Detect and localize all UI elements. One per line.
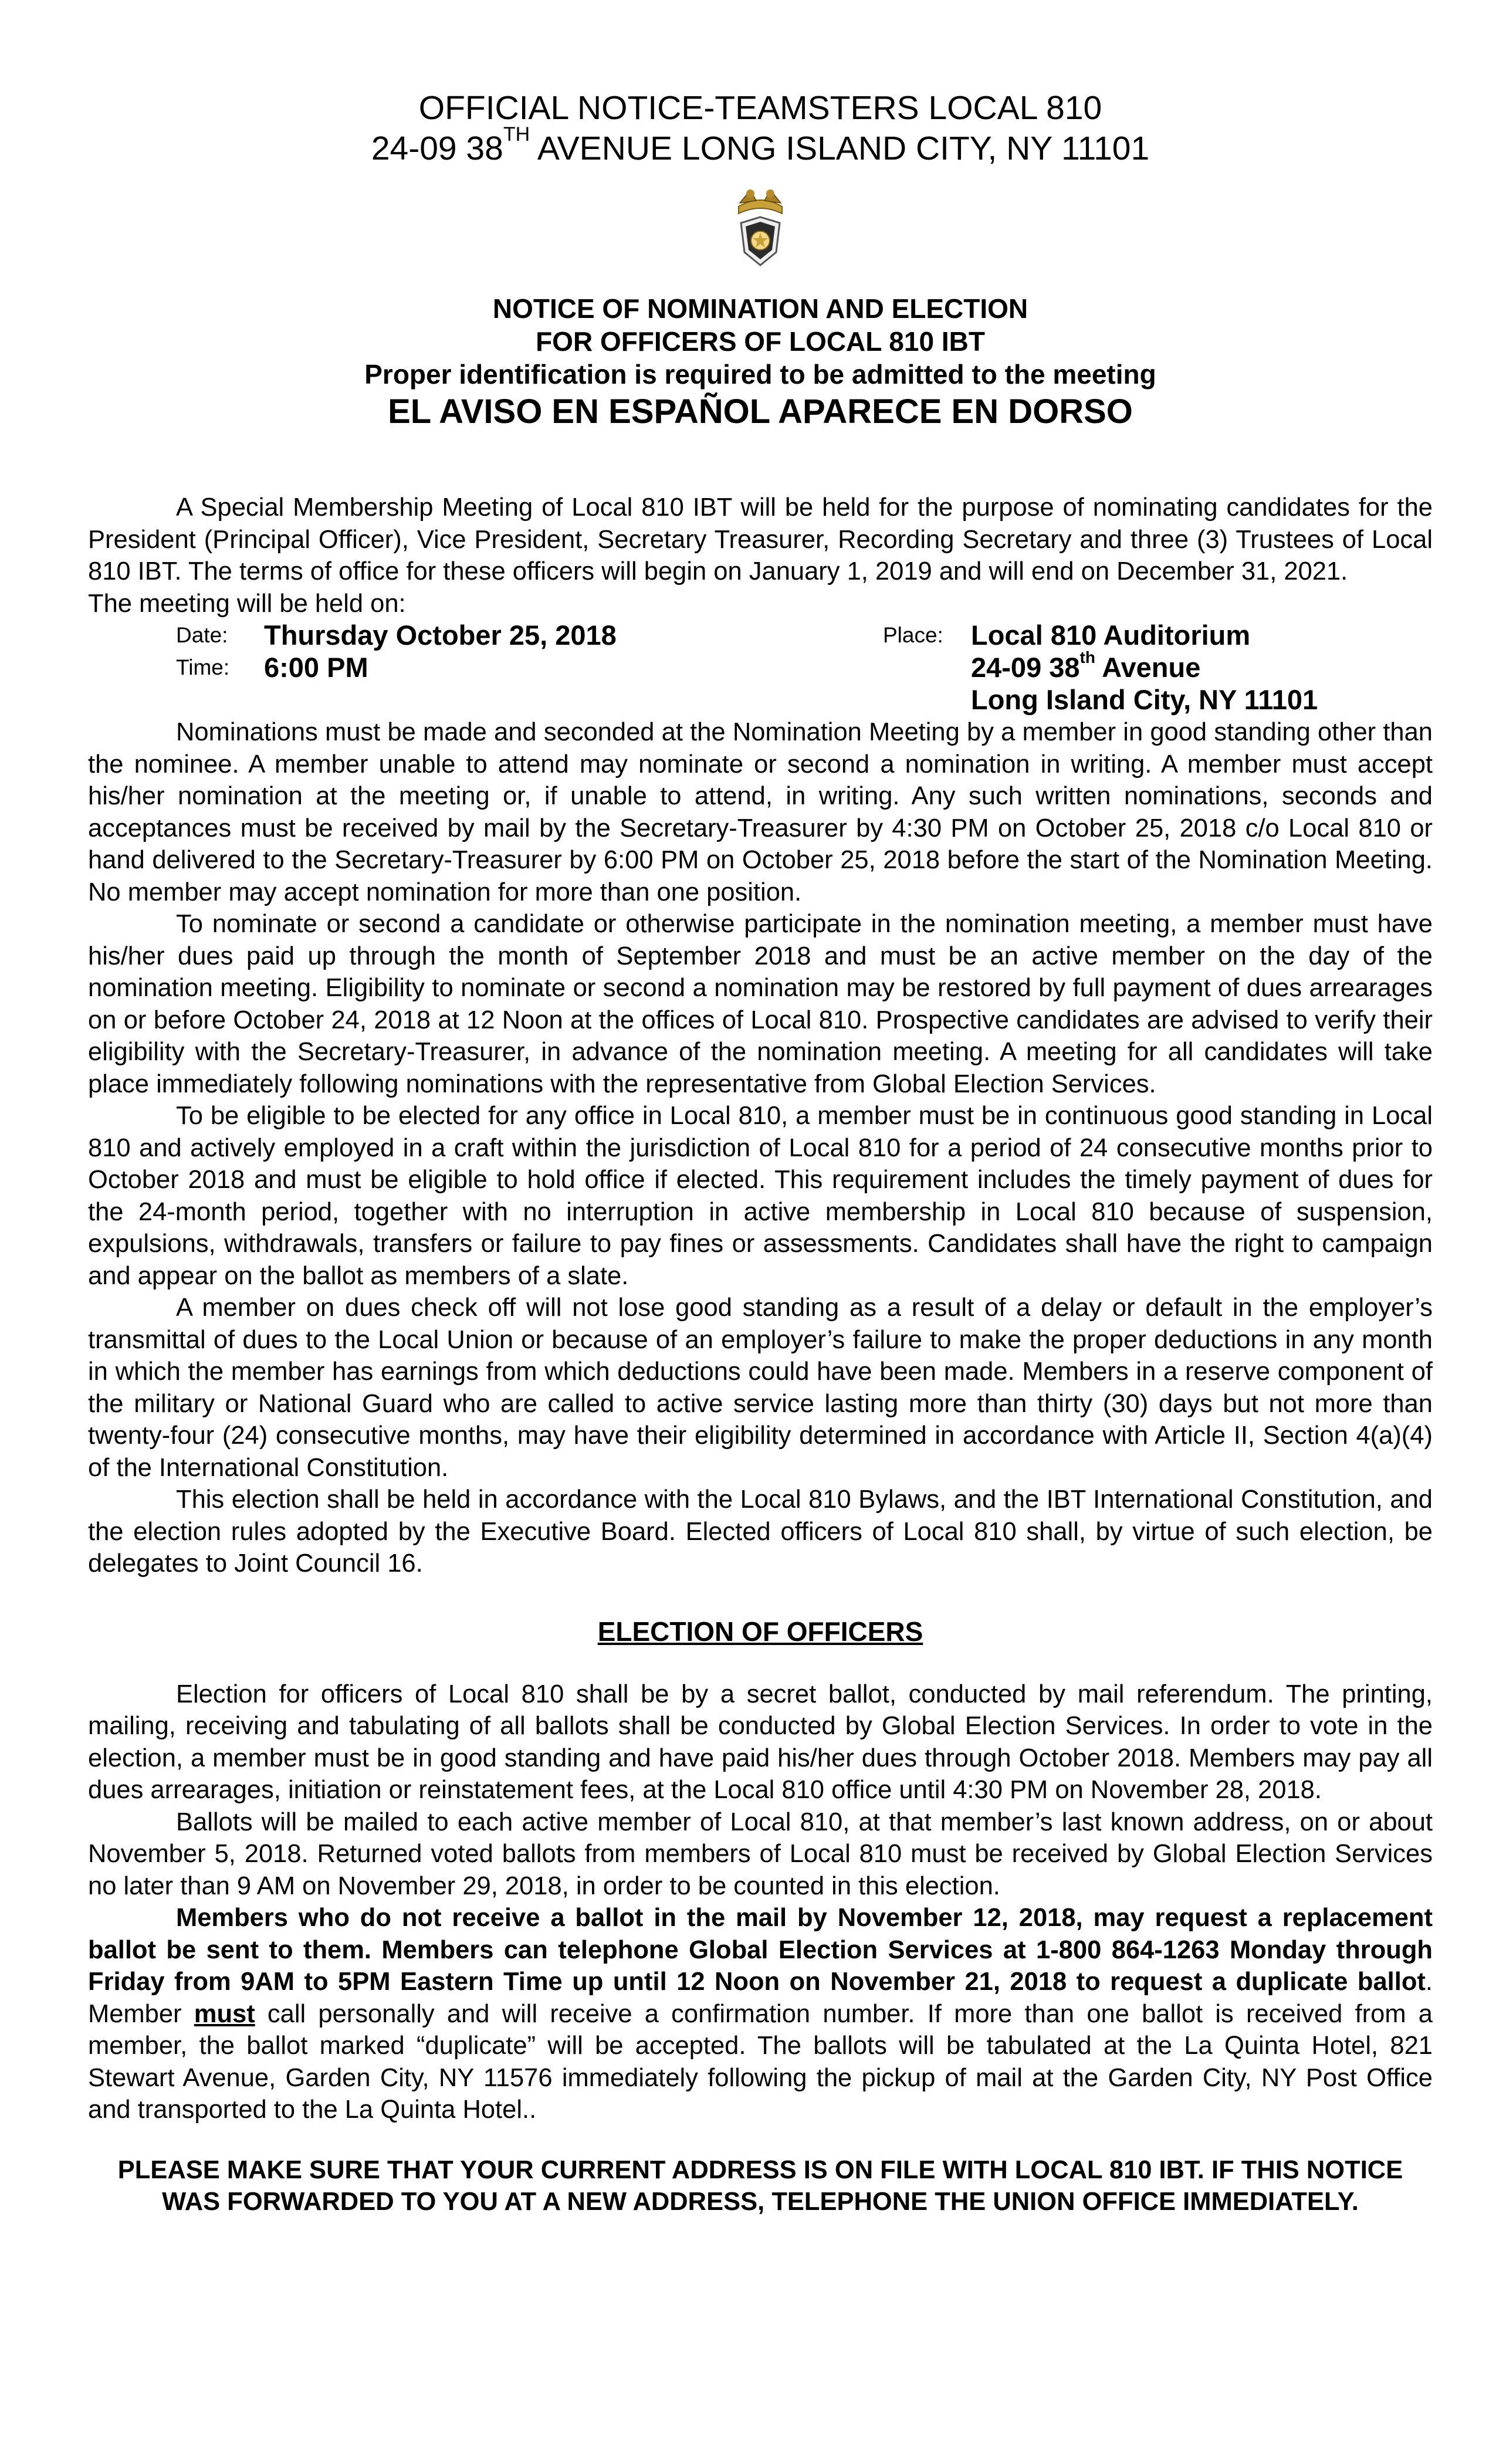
paragraph-ballot-mailing: Ballots will be mailed to each active member of Local 810, at that member’s last known address, on or about November 5, 2018. Returned voted ballots from members of Local 810 must be received by Global Election Services no later than 9 AM on November 29, 2018, in order to be counted in this election.: [88, 1808, 1433, 1900]
paragraph-participation: To nominate or second a candidate or otherwise participate in the nomination meeting, a member must have his/her dues paid up through the month of September 2018 and must be an active member on the day of the nomination meeting. Eligibility to nominate or second a nomination may be restored by full payment of dues arrearages on or before October 24, 2018 at 12 Noon at the offices of Local 810. Prospective candidates are advised to verify their eligibility with the Secretary-Treasurer, in advance of the nomination meeting. A meeting for all candidates will take place immediately following nominations with the representative from Global Election Services.: [88, 910, 1433, 1098]
header-address: [88, 123, 1433, 169]
final-address-notice: PLEASE MAKE SURE THAT YOUR CURRENT ADDRESS IS ON FILE WITH LOCAL 810 IBT. IF THIS NOTICE WAS FORWARDED TO YOU AT A NEW ADDRESS, TELEPHONE THE UNION OFFICE IMMEDIATELY.: [117, 2155, 1403, 2216]
place-street-name: Avenue: [1095, 652, 1201, 683]
date-label: Date:: [176, 623, 228, 647]
place-line-2: [971, 648, 1201, 683]
must-emphasis: must: [194, 1999, 255, 2028]
header-address-rest: AVENUE LONG ISLAND CITY, NY 11101: [530, 130, 1150, 167]
header-address-number: 24-09 38: [371, 130, 503, 167]
paragraph-nominations: Nominations must be made and seconded at the Nomination Meeting by a member in good standing other than the nominee. A member unable to attend may nominate or second a nomination in writing. A member must accept his/her nomination at the meeting or, if unable to attend, in writing. Any such written nominations, seconds and acceptances must be received by mail by the Secretary-Treasurer by 4:30 PM on October 25, 2018 c/o Local 810 or hand delivered to the Secretary-Treasurer by 6:00 PM on October 25, 2018 before the start of the Nomination Meeting. No member may accept nomination for more than one position.: [88, 718, 1433, 906]
replacement-ballot-text-1: . Member: [88, 1968, 1433, 2028]
place-line-3: Long Island City, NY 11101: [971, 684, 1318, 715]
date-value: Thursday October 25, 2018: [264, 620, 617, 651]
time-value: 6:00 PM: [264, 652, 368, 683]
section-heading-election: ELECTION OF OFFICERS: [597, 1616, 923, 1647]
replacement-ballot-text-2: call personally and will receive a confirmation number. If more than one ballot is received from a member, the ballot marked “duplicate” will be accepted. The ballots will be tabulated at the La Quinta Hotel, 821 Stewart Avenue, Garden City, NY 11576 immediately following the pickup of mail at the Garden City, NY Post Office and transported to the La Quinta Hotel..: [88, 1999, 1433, 2124]
notice-page: [88, 88, 1433, 2218]
header-address-ordinal: TH: [503, 123, 530, 145]
title-spanish-notice: EL AVISO EN ESPAÑOL APARECE EN DORSO: [388, 392, 1133, 431]
paragraph-eligibility: To be eligible to be elected for any office in Local 810, a member must be in continuous good standing in Local 810 and actively employed in a craft within the jurisdiction of Local 810 for a period of 24 consecutive months prior to October 2018 and must be eligible to hold office if elected. This requirement includes the timely payment of dues for the 24-month period, together with no interruption in active membership in Local 810 because of suspension, expulsions, withdrawals, transfers or failure to pay fines or assessments. Candidates shall have the right to campaign and appear on the ballot as members of a slate.: [88, 1102, 1433, 1290]
paragraph-replacement-ballot: [88, 1902, 1433, 2126]
title-line-1: NOTICE OF NOMINATION AND ELECTION: [492, 293, 1028, 324]
time-label: Time:: [176, 655, 230, 679]
title-line-2: FOR OFFICERS OF LOCAL 810 IBT: [536, 326, 985, 357]
place-line-1: Local 810 Auditorium: [971, 620, 1251, 651]
place-street-number: 24-09 38: [971, 652, 1080, 683]
paragraph-meeting-purpose: A Special Membership Meeting of Local 810 IBT will be held for the purpose of nominating candidates for the President (Principal Officer), Vice President, Secretary Treasurer, Recording Secretary and three (3) Trustees of Local 810 IBT. The terms of office for these officers will begin on January 1, 2019 and will end on December 31, 2021.: [88, 493, 1433, 585]
place-label: Place:: [883, 623, 943, 647]
replacement-ballot-bold-text: Members who do not receive a ballot in the mail by November 12, 2018, may request a replacement ballot be sent to them. Members can telephone Global Election Services at 1-800 864-1263 Monday through Friday from 9AM to 5PM Eastern Time up until 12 Noon on November 21, 2018 to request a duplicate ballot: [88, 1904, 1433, 1996]
place-street-ordinal: th: [1079, 648, 1095, 666]
meeting-details: [88, 620, 1433, 716]
paragraph-dues-checkoff: A member on dues check off will not lose good standing as a result of a delay or default in the employer’s transmittal of dues to the Local Union or because of an employer’s failure to make the proper deductions in any month in which the member has earnings from which deductions could have been made. Members in a reserve component of the military or National Guard who are called to active service lasting more than thirty (30) days but not more than twenty-four (24) consecutive months, may have their eligibility determined in accordance with Article II, Section 4(a)(4) of the International Constitution.: [88, 1294, 1433, 1482]
header-line-1: OFFICIAL NOTICE-TEAMSTERS LOCAL 810: [418, 89, 1102, 127]
title-id-requirement: Proper identification is required to be admitted to the meeting: [364, 359, 1156, 390]
meeting-intro: The meeting will be held on:: [88, 589, 406, 618]
paragraph-bylaws: This election shall be held in accordance with the Local 810 Bylaws, and the IBT International Constitution, and the election rules adopted by the Executive Board. Elected officers of Local 810 shall, by virtue of such election, be delegates to Joint Council 16.: [88, 1485, 1433, 1578]
teamsters-emblem-icon: [728, 183, 793, 271]
paragraph-secret-ballot: Election for officers of Local 810 shall be by a secret ballot, conducted by mail referendum. The printing, mailing, receiving and tabulating of all ballots shall be conducted by Global Election Services. In order to vote in the election, a member must be in good standing and have paid his/her dues through October 2018. Members may pay all dues arrearages, initiation or reinstatement fees, at the Local 810 office until 4:30 PM on November 28, 2018.: [88, 1680, 1433, 1804]
